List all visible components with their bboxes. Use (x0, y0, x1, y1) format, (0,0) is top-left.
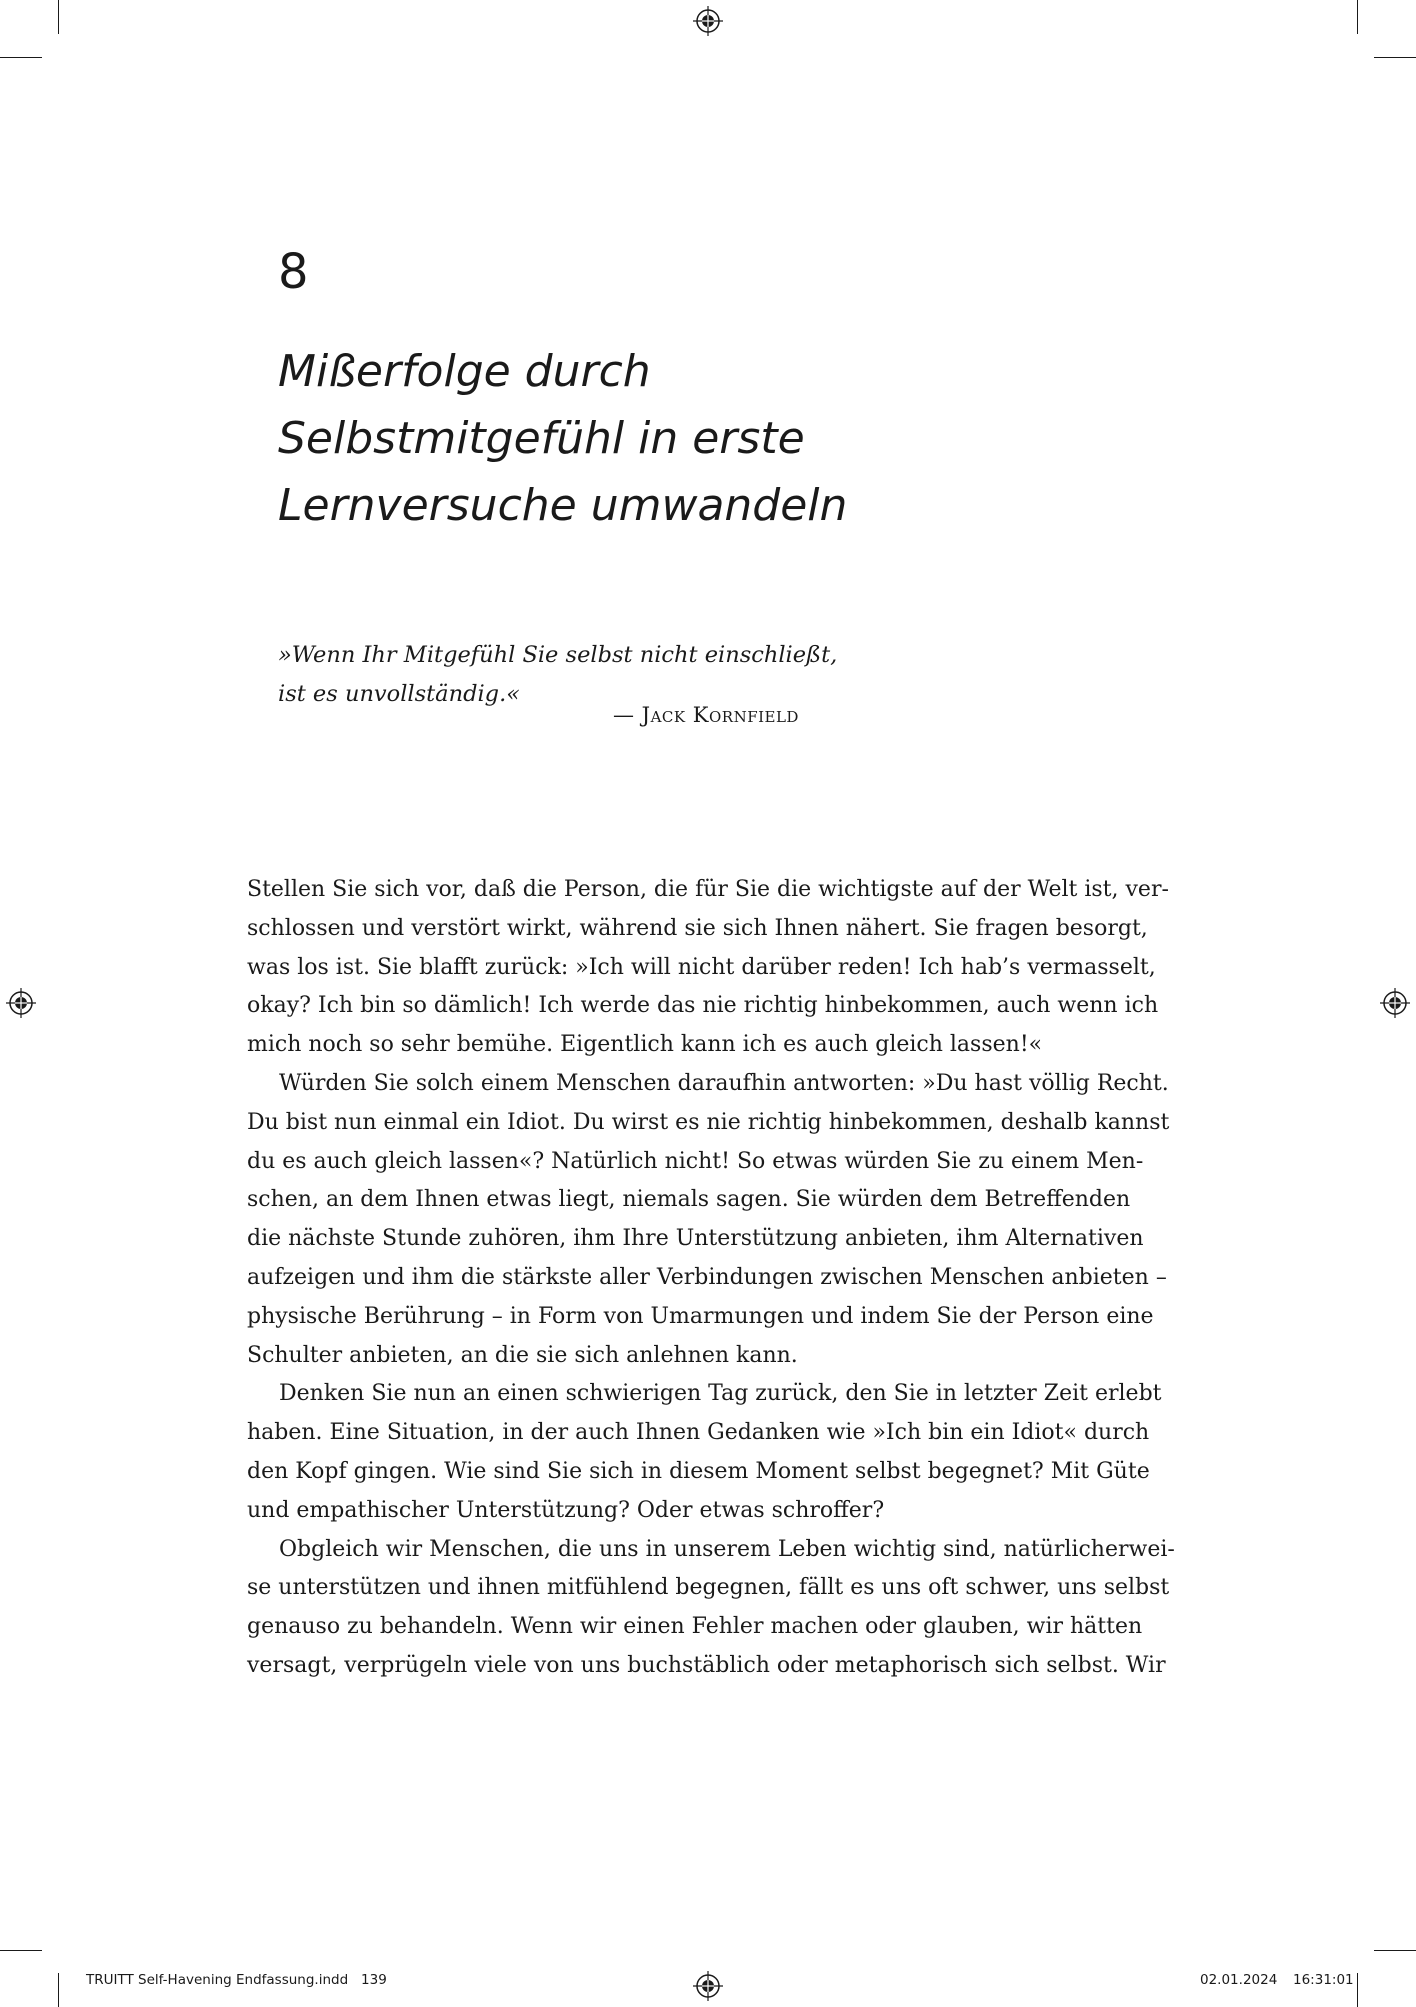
paragraph (247, 871, 1197, 1065)
crop-mark-top-right-horizontal (1374, 57, 1416, 58)
text-line: mich noch so sehr bemühe. Eigentlich kann ich es auch gleich lassen!« (247, 1032, 1043, 1058)
chapter-number: 8 (278, 244, 309, 300)
chapter-title-line: Selbstmitgefühl in erste (278, 413, 805, 464)
text-line: haben. Eine Situation, in der auch Ihnen Gedanken wie »Ich bin ein Idiot« durch (247, 1420, 1150, 1446)
text-line: Würden Sie solch einem Menschen daraufhin antworten: »Du hast völlig Recht. (279, 1070, 1169, 1096)
text-line: und empathischer Unterstützung? Oder etwas schroffer? (247, 1497, 885, 1523)
footer-time: 16:31:01 (1293, 1972, 1354, 1988)
paragraph (247, 1065, 1197, 1375)
footer-file-info: TRUITT Self-Havening Endfassung.indd 139 (86, 1972, 387, 1988)
text-line: du es auch gleich lassen«? Natürlich nicht! So etwas würden Sie zu einem Men- (247, 1148, 1144, 1174)
registration-mark-bottom-icon (693, 1971, 723, 2001)
crop-mark-bottom-right-vertical (1357, 1973, 1358, 2007)
text-line: Obgleich wir Menschen, die uns in unserem Leben wichtig sind, natürlicherwei- (279, 1536, 1175, 1562)
text-line: versagt, verprügeln viele von uns buchstäblich oder metaphorisch sich selbst. Wir (247, 1652, 1166, 1678)
chapter-title-line: Mißerfolge durch (278, 346, 651, 397)
crop-mark-bottom-left-vertical (58, 1973, 59, 2007)
text-line: genauso zu behandeln. Wenn wir einen Fehler machen oder glauben, wir hätten (247, 1614, 1143, 1640)
registration-mark-top-icon (693, 6, 723, 36)
text-line: physische Berührung – in Form von Umarmungen und indem Sie der Person eine (247, 1303, 1154, 1329)
chapter-title-line: Lernversuche umwandeln (278, 480, 848, 531)
text-line: schen, an dem Ihnen etwas liegt, niemals sagen. Sie würden dem Betreffenden (247, 1187, 1131, 1213)
crop-mark-bottom-right-horizontal (1374, 1950, 1416, 1951)
text-line: was los ist. Sie blafft zurück: »Ich will nicht darüber reden! Ich hab’s vermasselt, (247, 954, 1156, 980)
epigraph-line: ist es unvollständig.« (278, 681, 520, 707)
registration-mark-right-icon (1380, 988, 1410, 1018)
text-line: den Kopf gingen. Wie sind Sie sich in diesem Moment selbst begegnet? Mit Güte (247, 1458, 1150, 1484)
text-line: se unterstützen und ihnen mitfühlend begegnen, fällt es uns oft schwer, uns selbst (247, 1575, 1170, 1601)
crop-mark-top-right-vertical (1357, 0, 1358, 34)
text-line: Du bist nun einmal ein Idiot. Du wirst es nie richtig hinbekommen, deshalb kannst (247, 1109, 1170, 1135)
text-line: aufzeigen und ihm die stärkste aller Verbindungen zwischen Menschen anbieten – (247, 1264, 1167, 1290)
text-line: die nächste Stunde zuhören, ihm Ihre Unterstützung anbieten, ihm Alternativen (247, 1226, 1144, 1252)
paragraph (247, 1375, 1197, 1530)
text-line: Schulter anbieten, an die sie sich anlehnen kann. (247, 1342, 798, 1368)
epigraph-line: »Wenn Ihr Mitgefühl Sie selbst nicht einschließt, (278, 642, 838, 668)
text-line: Denken Sie nun an einen schwierigen Tag zurück, den Sie in letzter Zeit erlebt (279, 1381, 1162, 1407)
text-line: Stellen Sie sich vor, daß die Person, die für Sie die wichtigste auf der Welt ist, ver- (247, 877, 1169, 902)
chapter-title (278, 338, 1078, 539)
registration-mark-left-icon (6, 988, 36, 1018)
body-text (247, 871, 1197, 1686)
text-line: okay? Ich bin so dämlich! Ich werde das nie richtig hinbekommen, auch wenn ich (247, 993, 1159, 1019)
paragraph (247, 1531, 1197, 1686)
crop-mark-top-left-vertical (58, 0, 59, 34)
crop-mark-top-left-horizontal (0, 57, 42, 58)
text-line: schlossen und verstört wirkt, während sie sich Ihnen nähert. Sie fragen besorgt, (247, 915, 1148, 941)
crop-mark-bottom-left-horizontal (0, 1950, 42, 1951)
footer-date: 02.01.2024 (1200, 1972, 1278, 1988)
epigraph-attribution: — Jack Kornfield (613, 703, 799, 727)
